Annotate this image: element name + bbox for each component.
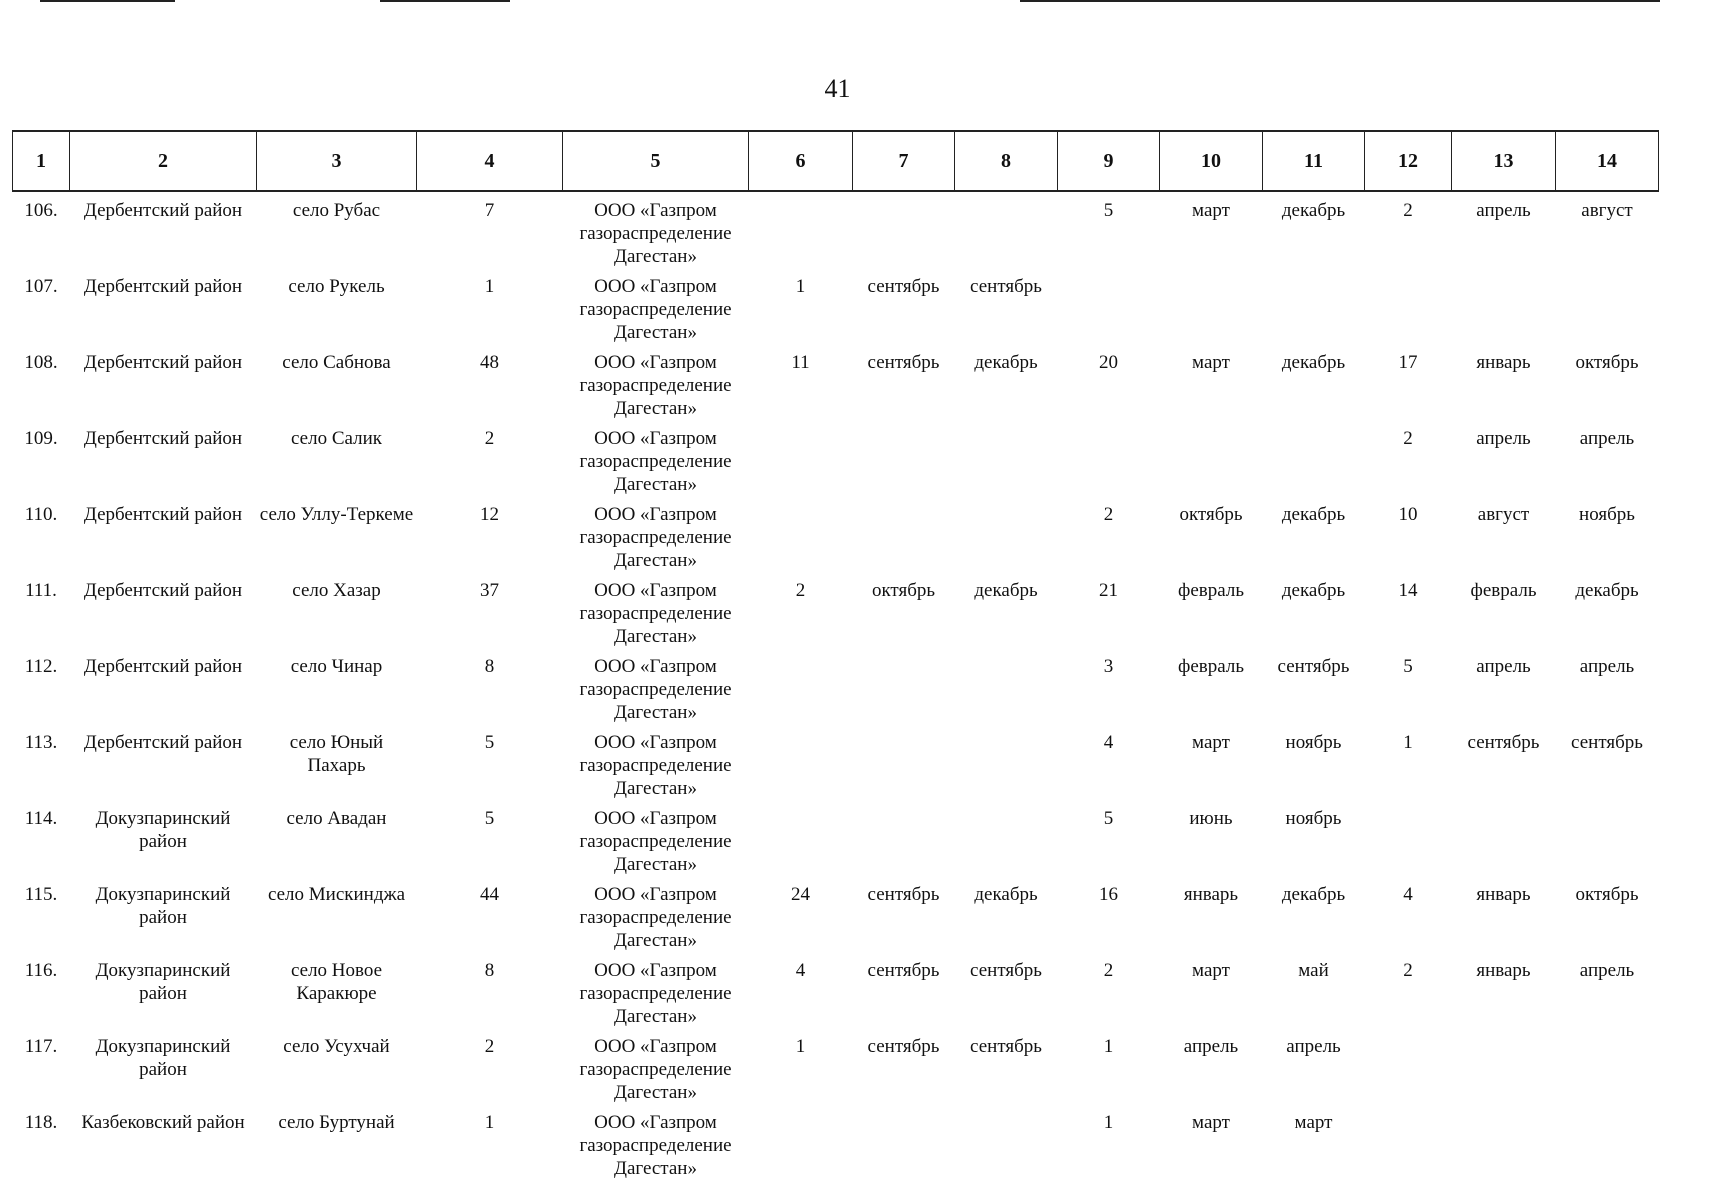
value-cell: 17: [1398, 352, 1418, 373]
settlement-cell: село Хазар: [292, 580, 381, 601]
organization-cell: ООО «Газпром газораспределение Дагестан»: [579, 960, 732, 1027]
row-number-cell: 115.: [24, 884, 58, 905]
table-body: [13, 191, 1659, 1180]
month-cell: февраль: [1470, 580, 1537, 601]
settlement-cell: село Сабнова: [282, 352, 391, 373]
month-cell: сентябрь: [970, 960, 1042, 981]
month-cell: [1263, 268, 1365, 344]
value-cell: [1365, 268, 1452, 344]
settlement-cell: село Авадан: [286, 808, 387, 829]
count-cell: 1: [484, 1112, 495, 1133]
month-cell: октябрь: [1575, 884, 1639, 905]
page-number: 41: [824, 74, 851, 103]
table-header: [13, 131, 1659, 191]
schedule-table: [12, 130, 1659, 1180]
month-cell: сентябрь: [867, 276, 940, 297]
column-header: 8: [955, 131, 1058, 191]
organization-cell: ООО «Газпром газораспределение Дагестан»: [579, 580, 732, 647]
column-header: 9: [1058, 131, 1160, 191]
district-cell: Дербентский район: [83, 200, 243, 221]
month-cell: апрель: [1476, 656, 1531, 677]
table-row: [13, 344, 1659, 420]
column-header: 11: [1263, 131, 1365, 191]
row-number-cell: 109.: [24, 428, 58, 449]
value-cell: [1058, 268, 1160, 344]
month-cell: [1160, 268, 1263, 344]
row-number-cell: 108.: [24, 352, 58, 373]
month-cell: октябрь: [1179, 504, 1243, 525]
district-cell: Докузпаринский район: [95, 960, 231, 1004]
month-cell: сентябрь: [1277, 656, 1350, 677]
top-rule-right: [1020, 0, 1660, 2]
month-cell: март: [1192, 732, 1230, 753]
month-cell: [853, 800, 955, 876]
table-row: [13, 420, 1659, 496]
value-cell: 20: [1099, 352, 1118, 373]
month-cell: январь: [1476, 960, 1531, 981]
organization-cell: ООО «Газпром газораспределение Дагестан»: [579, 808, 732, 875]
month-cell: ноябрь: [1285, 732, 1342, 753]
row-number-cell: 116.: [24, 960, 58, 981]
month-cell: апрель: [1476, 428, 1531, 449]
table-row: [13, 1028, 1659, 1104]
count-cell: 48: [480, 352, 499, 373]
row-number-cell: 117.: [24, 1036, 58, 1057]
month-cell: март: [1192, 352, 1230, 373]
district-cell: Дербентский район: [83, 428, 243, 449]
month-cell: декабрь: [1281, 504, 1346, 525]
month-cell: [1452, 800, 1556, 876]
settlement-cell: село Новое Каракюре: [290, 960, 383, 1004]
month-cell: [955, 496, 1058, 572]
organization-cell: ООО «Газпром газораспределение Дагестан»: [579, 276, 732, 343]
month-cell: январь: [1476, 884, 1531, 905]
column-header: 13: [1452, 131, 1556, 191]
district-cell: Дербентский район: [83, 276, 243, 297]
value-cell: 11: [791, 352, 810, 373]
value-cell: [1365, 800, 1452, 876]
month-cell: апрель: [1579, 656, 1635, 677]
month-cell: [955, 1104, 1058, 1180]
row-number-cell: 118.: [24, 1112, 58, 1133]
value-cell: [749, 800, 853, 876]
settlement-cell: село Мискинджа: [267, 884, 406, 905]
settlement-cell: село Уллу-Теркеме: [259, 504, 414, 525]
month-cell: май: [1298, 960, 1329, 981]
month-cell: [853, 191, 955, 268]
value-cell: 5: [1103, 200, 1114, 221]
month-cell: апрель: [1579, 428, 1635, 449]
value-cell: [1365, 1028, 1452, 1104]
top-rule-left: [40, 0, 175, 2]
count-cell: 12: [480, 504, 499, 525]
month-cell: январь: [1183, 884, 1239, 905]
month-cell: сентябрь: [970, 276, 1042, 297]
value-cell: [1365, 1104, 1452, 1180]
district-cell: Дербентский район: [83, 352, 243, 373]
month-cell: декабрь: [1281, 580, 1346, 601]
district-cell: Докузпаринский район: [95, 884, 231, 928]
month-cell: октябрь: [871, 580, 936, 601]
month-cell: декабрь: [974, 352, 1038, 373]
month-cell: сентябрь: [1467, 732, 1540, 753]
value-cell: [749, 1104, 853, 1180]
month-cell: [1556, 800, 1659, 876]
settlement-cell: село Чинар: [290, 656, 383, 677]
table-row: [13, 496, 1659, 572]
value-cell: [749, 724, 853, 800]
value-cell: [749, 191, 853, 268]
value-cell: 2: [1103, 960, 1114, 981]
settlement-cell: село Буртунай: [278, 1112, 395, 1133]
month-cell: [1556, 1028, 1659, 1104]
row-number-cell: 111.: [25, 580, 57, 601]
month-cell: апрель: [1286, 1036, 1341, 1057]
district-cell: Дербентский район: [83, 580, 243, 601]
month-cell: сентябрь: [970, 1036, 1042, 1057]
count-cell: 5: [484, 732, 495, 753]
month-cell: [853, 648, 955, 724]
month-cell: [955, 420, 1058, 496]
district-cell: Казбековский район: [81, 1112, 245, 1133]
district-cell: Дербентский район: [83, 656, 243, 677]
month-cell: январь: [1476, 352, 1531, 373]
value-cell: [749, 648, 853, 724]
value-cell: 1: [1403, 732, 1413, 753]
value-cell: 2: [1403, 428, 1413, 449]
column-header: 4: [417, 131, 563, 191]
month-cell: декабрь: [1575, 580, 1639, 601]
month-cell: [955, 648, 1058, 724]
month-cell: [1452, 268, 1556, 344]
top-rule-middle: [380, 0, 510, 2]
month-cell: сентябрь: [867, 1036, 940, 1057]
organization-cell: ООО «Газпром газораспределение Дагестан»: [579, 428, 732, 495]
value-cell: 1: [795, 276, 806, 297]
value-cell: 1: [1103, 1036, 1114, 1057]
table-row: [13, 876, 1659, 952]
count-cell: 37: [480, 580, 499, 601]
month-cell: март: [1192, 960, 1230, 981]
month-cell: [1452, 1028, 1556, 1104]
header-row: [13, 131, 1659, 191]
month-cell: [853, 496, 955, 572]
column-header: 10: [1160, 131, 1263, 191]
count-cell: 2: [484, 1036, 495, 1057]
count-cell: 8: [484, 656, 495, 677]
value-cell: 21: [1099, 580, 1118, 601]
column-header: 1: [13, 131, 70, 191]
month-cell: апрель: [1476, 200, 1531, 221]
table-row: [13, 572, 1659, 648]
row-number-cell: 107.: [24, 276, 58, 297]
settlement-cell: село Рубас: [292, 200, 381, 221]
count-cell: 8: [484, 960, 495, 981]
value-cell: 2: [1103, 504, 1114, 525]
settlement-cell: село Юный Пахарь: [289, 732, 384, 776]
month-cell: сентябрь: [1571, 732, 1643, 753]
settlement-cell: село Усухчай: [283, 1036, 390, 1057]
table-row: [13, 1104, 1659, 1180]
column-header: 3: [257, 131, 417, 191]
organization-cell: ООО «Газпром газораспределение Дагестан»: [579, 200, 732, 267]
table-row: [13, 191, 1659, 268]
value-cell: 24: [791, 884, 810, 905]
month-cell: апрель: [1579, 960, 1635, 981]
column-header: 2: [70, 131, 257, 191]
row-number-cell: 112.: [24, 656, 58, 677]
month-cell: сентябрь: [867, 884, 940, 905]
settlement-cell: село Рукель: [288, 276, 385, 297]
month-cell: ноябрь: [1285, 808, 1342, 829]
count-cell: 7: [484, 200, 495, 221]
month-cell: август: [1581, 200, 1633, 221]
month-cell: [853, 724, 955, 800]
table-row: [13, 800, 1659, 876]
organization-cell: ООО «Газпром газораспределение Дагестан»: [579, 732, 732, 799]
month-cell: [1452, 1104, 1556, 1180]
organization-cell: ООО «Газпром газораспределение Дагестан»: [579, 352, 732, 419]
month-cell: [955, 191, 1058, 268]
column-header: 5: [563, 131, 749, 191]
column-header: 6: [749, 131, 853, 191]
table-row: [13, 648, 1659, 724]
count-cell: 2: [484, 428, 495, 449]
count-cell: 44: [480, 884, 499, 905]
month-cell: март: [1294, 1112, 1333, 1133]
value-cell: 5: [1103, 808, 1114, 829]
value-cell: 4: [1103, 732, 1114, 753]
month-cell: [955, 724, 1058, 800]
month-cell: декабрь: [974, 580, 1038, 601]
month-cell: февраль: [1178, 580, 1244, 601]
month-cell: [1263, 420, 1365, 496]
month-cell: [955, 800, 1058, 876]
month-cell: [853, 420, 955, 496]
district-cell: Докузпаринский район: [95, 1036, 231, 1080]
row-number-cell: 110.: [24, 504, 58, 525]
month-cell: сентябрь: [867, 960, 940, 981]
organization-cell: ООО «Газпром газораспределение Дагестан»: [579, 884, 732, 951]
month-cell: [1556, 1104, 1659, 1180]
table-row: [13, 724, 1659, 800]
month-cell: декабрь: [974, 884, 1038, 905]
table-row: [13, 268, 1659, 344]
month-cell: ноябрь: [1579, 504, 1635, 525]
month-cell: март: [1192, 200, 1230, 221]
value-cell: 2: [1403, 200, 1413, 221]
month-cell: [1556, 268, 1659, 344]
district-cell: Докузпаринский район: [95, 808, 231, 852]
month-cell: сентябрь: [867, 352, 940, 373]
value-cell: 5: [1403, 656, 1413, 677]
value-cell: 14: [1398, 580, 1418, 601]
value-cell: 2: [795, 580, 806, 601]
value-cell: 16: [1099, 884, 1118, 905]
month-cell: декабрь: [1281, 884, 1346, 905]
value-cell: [1058, 420, 1160, 496]
value-cell: [749, 496, 853, 572]
month-cell: июнь: [1189, 808, 1233, 829]
month-cell: август: [1477, 504, 1530, 525]
count-cell: 1: [484, 276, 495, 297]
district-cell: Дербентский район: [83, 732, 243, 753]
month-cell: декабрь: [1281, 352, 1346, 373]
organization-cell: ООО «Газпром газораспределение Дагестан»: [579, 504, 732, 571]
value-cell: [749, 420, 853, 496]
row-number-cell: 114.: [24, 808, 58, 829]
month-cell: [853, 1104, 955, 1180]
organization-cell: ООО «Газпром газораспределение Дагестан»: [579, 1112, 732, 1179]
value-cell: 3: [1103, 656, 1114, 677]
value-cell: 10: [1398, 504, 1418, 525]
settlement-cell: село Салик: [291, 428, 382, 449]
value-cell: 4: [795, 960, 806, 981]
column-header: 12: [1365, 131, 1452, 191]
column-header: 14: [1556, 131, 1659, 191]
month-cell: февраль: [1178, 656, 1244, 677]
count-cell: 5: [484, 808, 495, 829]
value-cell: 1: [1103, 1112, 1114, 1133]
table-row: [13, 952, 1659, 1028]
organization-cell: ООО «Газпром газораспределение Дагестан»: [579, 656, 732, 723]
month-cell: октябрь: [1575, 352, 1639, 373]
month-cell: [1160, 420, 1263, 496]
row-number-cell: 113.: [24, 732, 58, 753]
organization-cell: ООО «Газпром газораспределение Дагестан»: [579, 1036, 732, 1103]
month-cell: март: [1192, 1112, 1230, 1133]
value-cell: 1: [795, 1036, 806, 1057]
district-cell: Дербентский район: [83, 504, 243, 525]
column-header: 7: [853, 131, 955, 191]
month-cell: декабрь: [1281, 200, 1346, 221]
value-cell: 4: [1403, 884, 1413, 905]
row-number-cell: 106.: [24, 200, 58, 221]
month-cell: апрель: [1183, 1036, 1239, 1057]
value-cell: 2: [1403, 960, 1413, 981]
